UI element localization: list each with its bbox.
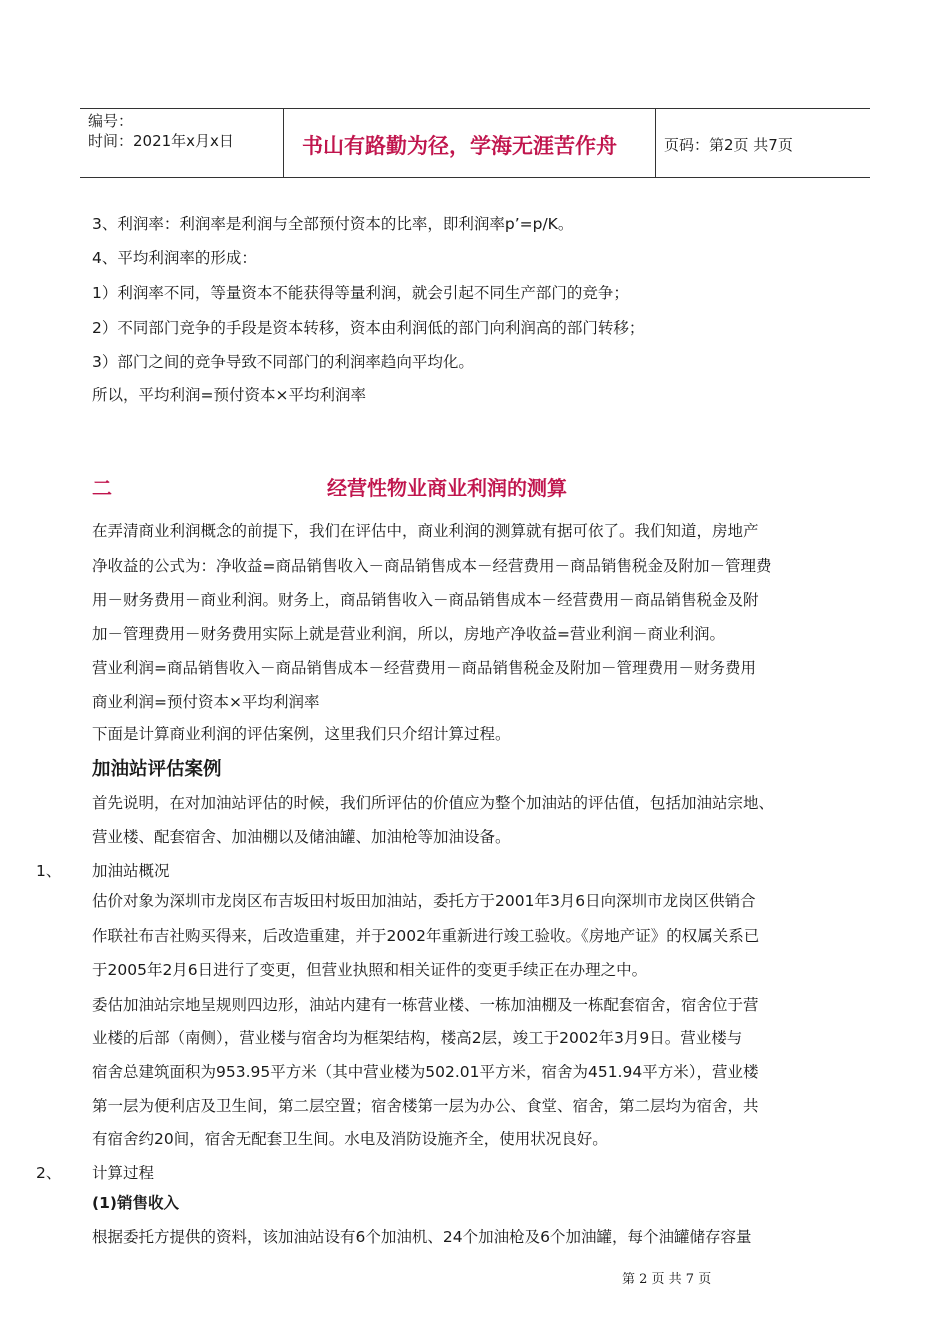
- body-para-avg-profit-formation: 4、平均利润率的形成：: [92, 249, 257, 267]
- section-intro-line: 在弄清商业利润概念的前提下，我们在评估中，商业利润的测算就有据可依了。我们知道，房地产: [92, 522, 759, 540]
- case-intro-line: 首先说明，在对加油站评估的时候，我们所评估的价值应为整个加油站的评估值，包括加油站宗地、: [92, 794, 775, 812]
- item2-title: 计算过程: [92, 1164, 155, 1182]
- section-intro-line: 净收益的公式为：净收益=商品销售收入－商品销售成本－经营费用－商品销售税金及附加－管理费: [92, 557, 772, 575]
- case-intro-line: 营业楼、配套宿舍、加油棚以及储油罐、加油枪等加油设备。: [92, 828, 511, 846]
- header-number-label: 编号：: [88, 112, 134, 130]
- section-intro-line: 营业利润=商品销售收入－商品销售成本－经营费用－商品销售税金及附加－管理费用－财务费用: [92, 659, 756, 677]
- body-para-profit-rate: 3、利润率：利润率是利润与全部预付资本的比率，即利润率p’=p/K。: [92, 215, 574, 233]
- header-divider-left: [283, 109, 284, 177]
- section-title: 经营性物业商业利润的测算: [327, 476, 567, 500]
- item1-number: 1、: [36, 862, 62, 880]
- item1-title: 加油站概况: [92, 862, 170, 880]
- header-divider-right: [655, 109, 656, 177]
- header-page-info: 页码：第2页 共7页: [664, 136, 793, 154]
- item1-line: 委估加油站宗地呈规则四边形，油站内建有一栋营业楼、一栋加油棚及一栋配套宿舍，宿舍位于营: [92, 996, 759, 1014]
- item1-line: 作联社布吉社购买得来，后改造重建，并于2002年重新进行竣工验收。《房地产证》的权属关系已: [92, 927, 760, 945]
- section-number: 二: [92, 476, 112, 500]
- sub1-title: (1)销售收入: [92, 1194, 179, 1212]
- header-time-label: 时间：2021年x月x日: [88, 132, 234, 150]
- item1-line: 估价对象为深圳市龙岗区布吉坂田村坂田加油站，委托方于2001年3月6日向深圳市龙岗区供销合: [92, 892, 756, 910]
- section-intro-line: 商业利润=预付资本×平均利润率: [92, 693, 320, 711]
- header-motto: 书山有路勤为径，学海无涯苦作舟: [302, 134, 617, 158]
- item1-line: 宿舍总建筑面积为953.95平方米（其中营业楼为502.01平方米，宿舍为451.94平方米），营业楼: [92, 1063, 759, 1081]
- body-para-item3: 3）部门之间的竞争导致不同部门的利润率趋向平均化。: [92, 353, 474, 371]
- body-para-conclusion: 所以，平均利润=预付资本×平均利润率: [92, 386, 366, 404]
- item2-number: 2、: [36, 1164, 62, 1182]
- item1-line: 有宿舍约20间，宿舍无配套卫生间。水电及消防设施齐全，使用状况良好。: [92, 1130, 608, 1148]
- body-para-item2: 2）不同部门竞争的手段是资本转移，资本由利润低的部门向利润高的部门转移；: [92, 319, 645, 337]
- footer-page-number: 第 2 页 共 7 页: [622, 1272, 712, 1287]
- item1-line: 业楼的后部（南侧），营业楼与宿舍均为框架结构，楼高2层，竣工于2002年3月9日。营业楼与: [92, 1029, 743, 1047]
- body-para-item1: 1）利润率不同，等量资本不能获得等量利润，就会引起不同生产部门的竞争；: [92, 284, 629, 302]
- item1-line: 第一层为便利店及卫生间，第二层空置；宿舍楼第一层为办公、食堂、宿舍，第二层均为宿舍，共: [92, 1097, 759, 1115]
- section-intro-line: 用－财务费用－商业利润。财务上，商品销售收入－商品销售成本－经营费用－商品销售税金及附: [92, 591, 759, 609]
- section-intro-line: 下面是计算商业利润的评估案例，这里我们只介绍计算过程。: [92, 725, 511, 743]
- sub1-line: 根据委托方提供的资料，该加油站设有6个加油机、24个加油枪及6个加油罐，每个油罐储存容量: [92, 1228, 752, 1246]
- case-title: 加油站评估案例: [92, 759, 222, 780]
- item1-line: 于2005年2月6日进行了变更，但营业执照和相关证件的变更手续正在办理之中。: [92, 961, 648, 979]
- section-intro-line: 加－管理费用－财务费用实际上就是营业利润，所以，房地产净收益=营业利润－商业利润。: [92, 625, 725, 643]
